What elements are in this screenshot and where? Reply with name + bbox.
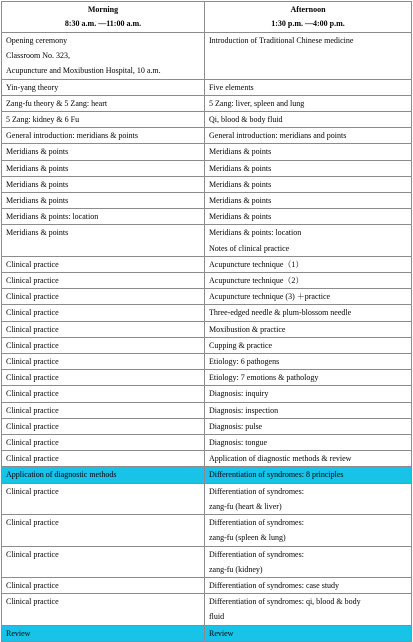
schedule-row [2,354,412,370]
afternoon-cell [205,225,412,256]
morning-cell [2,321,205,337]
afternoon-session-line: Diagnosis: tongue [209,438,267,448]
morning-cell [2,451,205,467]
morning-session-line: Clinical practice [6,373,59,383]
morning-session-line: Clinical practice [6,276,59,286]
schedule-row [2,594,412,625]
morning-session-line: Clinical practice [6,308,59,318]
schedule-row [2,451,412,467]
morning-session-line: Meridians & points [6,196,69,206]
morning-session-line: Clinical practice [6,549,59,559]
morning-session-line: Clinical practice [6,597,59,607]
schedule-row [2,515,412,546]
afternoon-session-line: Differentiation of syndromes: [209,549,304,559]
morning-cell [2,193,205,209]
afternoon-cell [205,193,412,209]
morning-cell [2,79,205,95]
afternoon-cell [205,95,412,111]
afternoon-cell [205,112,412,128]
morning-session-line: Clinical practice [6,405,59,415]
morning-session-line: Classroom No. 323, [6,51,70,61]
afternoon-session-line: Differentiation of syndromes: 8 principles [209,470,344,480]
schedule-row [2,209,412,225]
afternoon-session-line: Qi, blood & body fluid [209,115,283,125]
schedule-row [2,112,412,128]
afternoon-session-line: Five elements [209,82,254,92]
afternoon-session-line: Etiology: 7 emotions & pathology [209,373,319,383]
morning-cell [2,418,205,434]
schedule-row [2,370,412,386]
afternoon-session-line: Notes of clinical practice [209,243,290,253]
afternoon-session-line: Etiology: 6 pathogens [209,357,280,367]
schedule-row [2,483,412,514]
morning-cell [2,577,205,593]
schedule-row [2,418,412,434]
schedule-row [2,435,412,451]
schedule-row [2,337,412,353]
morning-session-line: Clinical practice [6,438,59,448]
morning-title: Morning [87,5,119,14]
schedule-row [2,467,412,483]
schedule-row [2,625,412,641]
afternoon-session-line: Moxibustion & practice [209,324,286,334]
morning-session-line: Clinical practice [6,421,59,431]
morning-cell [2,95,205,111]
schedule-row [2,273,412,289]
morning-session-line: 5 Zang: kidney & 6 Fu [6,115,80,125]
morning-cell [2,33,205,80]
afternoon-cell [205,402,412,418]
schedule-row [2,402,412,418]
afternoon-cell [205,451,412,467]
morning-session-line: General introduction: meridians & points [6,131,138,141]
afternoon-session-line: Differentiation of syndromes: qi, blood & body [209,597,361,607]
morning-cell [2,160,205,176]
afternoon-cell [205,354,412,370]
morning-session-line: Clinical practice [6,340,59,350]
morning-session-line: Clinical practice [6,454,59,464]
afternoon-session-line: Acupuncture technique（1） [209,259,304,269]
afternoon-cell [205,289,412,305]
morning-cell [2,370,205,386]
schedule-row [2,386,412,402]
afternoon-session-line: Meridians & points [209,212,272,222]
afternoon-session-line: Differentiation of syndromes: [209,486,304,496]
afternoon-cell [205,128,412,144]
afternoon-cell [205,209,412,225]
schedule-row [2,193,412,209]
schedule-row [2,95,412,111]
schedule-row [2,33,412,80]
schedule-row [2,176,412,192]
morning-cell [2,467,205,483]
schedule-row [2,225,412,256]
afternoon-session-line: Meridians & points [209,163,272,173]
morning-cell [2,625,205,641]
afternoon-session-line: Application of diagnostic methods & review [209,454,352,464]
afternoon-session-line: Meridians & points [209,147,272,157]
morning-session-line: Zang-fu theory & 5 Zang: heart [6,98,108,108]
morning-session-line: Meridians & points [6,147,69,157]
afternoon-cell [205,370,412,386]
morning-session-line: Clinical practice [6,486,59,496]
morning-cell [2,337,205,353]
afternoon-session-line: General introduction: meridians and points [209,131,347,141]
afternoon-session-line: Diagnosis: pulse [209,421,263,431]
schedule-header [2,2,412,33]
schedule-row [2,79,412,95]
morning-session-line: Review [6,628,31,638]
afternoon-title: Afternoon [290,5,326,14]
afternoon-cell [205,305,412,321]
schedule-row [2,305,412,321]
morning-session-line: Clinical practice [6,518,59,528]
afternoon-cell [205,418,412,434]
morning-session-line: Meridians & points: location [6,212,99,222]
afternoon-cell [205,144,412,160]
schedule-body [2,33,412,642]
schedule-row [2,128,412,144]
afternoon-time: 1:30 p.m. —4:00 p.m. [271,19,345,28]
morning-header [2,2,205,33]
morning-session-line: Meridians & points [6,179,69,189]
morning-cell [2,546,205,577]
morning-cell [2,289,205,305]
schedule-table [1,1,412,642]
morning-cell [2,273,205,289]
afternoon-cell [205,386,412,402]
afternoon-session-line: Differentiation of syndromes: case study [209,580,340,590]
schedule-row [2,160,412,176]
header-row [2,2,412,33]
morning-cell [2,305,205,321]
morning-session-line: Clinical practice [6,357,59,367]
morning-session-line: Clinical practice [6,259,59,269]
afternoon-session-line: Differentiation of syndromes: [209,518,304,528]
morning-session-line: Opening ceremony [6,36,68,45]
morning-session-line: Yin-yang theory [6,82,59,92]
afternoon-session-line: Cupping & practice [209,340,273,350]
afternoon-session-line: Diagnosis: inquiry [209,389,269,399]
morning-session-line: Clinical practice [6,389,59,399]
afternoon-session-line: zang-fu (spleen & lung) [209,533,286,543]
afternoon-cell [205,483,412,514]
morning-session-line: Clinical practice [6,292,59,302]
afternoon-session-line: Acupuncture technique（2） [209,276,304,286]
afternoon-session-line: Meridians & points: location [209,228,302,238]
schedule-row [2,321,412,337]
schedule-row [2,577,412,593]
afternoon-session-line: Meridians & points [209,196,272,206]
afternoon-cell [205,273,412,289]
morning-session-line: Application of diagnostic methods [6,470,117,480]
afternoon-cell [205,515,412,546]
afternoon-cell [205,337,412,353]
afternoon-cell [205,435,412,451]
afternoon-cell [205,546,412,577]
afternoon-cell [205,176,412,192]
morning-cell [2,256,205,272]
morning-session-line: Meridians & points [6,163,69,173]
afternoon-session-line: Acupuncture technique (3) ＋practice [209,292,331,302]
morning-cell [2,386,205,402]
schedule-row [2,256,412,272]
afternoon-session-line: Introduction of Traditional Chinese medicine [209,36,354,45]
afternoon-cell [205,256,412,272]
morning-cell [2,515,205,546]
afternoon-header [205,2,412,33]
morning-cell [2,176,205,192]
afternoon-session-line: Meridians & points [209,179,272,189]
schedule-row [2,289,412,305]
schedule-row [2,546,412,577]
morning-cell [2,209,205,225]
schedule-row [2,144,412,160]
afternoon-cell [205,79,412,95]
morning-cell [2,435,205,451]
afternoon-session-line: Three-edged needle & plum-blossom needle [209,308,352,318]
morning-cell [2,225,205,256]
morning-cell [2,144,205,160]
afternoon-cell [205,33,412,80]
afternoon-cell [205,625,412,641]
morning-session-line: Clinical practice [6,324,59,334]
afternoon-session-line: 5 Zang: liver, spleen and lung [209,98,305,108]
morning-cell [2,402,205,418]
morning-session-line: Acupuncture and Moxibustion Hospital, 10 a.m. [6,66,161,76]
afternoon-cell [205,321,412,337]
afternoon-session-line: Diagnosis: inspection [209,405,279,415]
afternoon-cell [205,577,412,593]
morning-cell [2,128,205,144]
morning-time: 8:30 a.m. —11:00 a.m. [64,19,142,28]
afternoon-session-line: Review [209,628,234,638]
afternoon-cell [205,467,412,483]
afternoon-session-line: zang-fu (heart & liver) [209,501,282,511]
morning-session-line: Meridians & points [6,228,69,238]
afternoon-cell [205,160,412,176]
afternoon-cell [205,594,412,625]
afternoon-session-line: zang-fu (kidney) [209,564,263,574]
morning-cell [2,354,205,370]
afternoon-session-line: fluid [209,612,225,622]
morning-cell [2,594,205,625]
morning-session-line: Clinical practice [6,580,59,590]
morning-cell [2,112,205,128]
morning-cell [2,483,205,514]
